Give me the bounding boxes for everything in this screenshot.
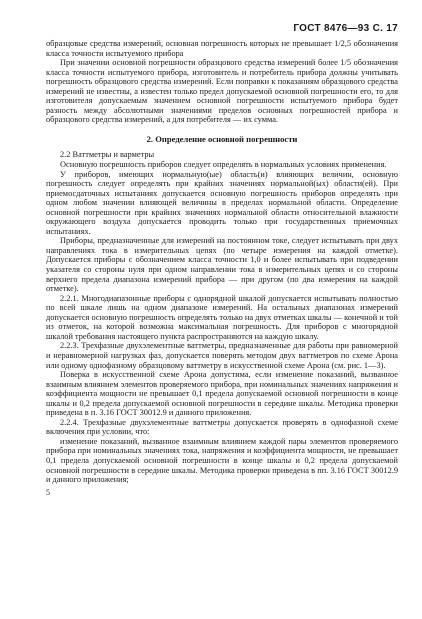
document-page bbox=[46, 23, 398, 497]
subsection-2-2-paragraph-1: Основную погрешность приборов следует определять в нормальных условиях применения. bbox=[60, 160, 387, 170]
paragraph-reference-error: При значении основной погрешности образцового средства измерений более 1/5 обозначения класса точности испытуемого прибора, изготовитель и потребитель прибора должны учитывать погрешность образцового средства измерений. Если поправки к показаниям образцового средства измерений не известны, а известен только предел допускаемой основной погрешности его, то для изготовителя допускаемым значением основной погрешности испытуемого прибора будет разность между абсолютными значениями пределов основных погрешностей прибора и образцового средства измерений, а для потребителя — их сумма. bbox=[46, 58, 398, 125]
subsection-2-2-3: 2.2.3. Трехфазные двухэлементные ваттметры, предназначенные для работы при равномерной и неравномерной нагрузках фаз, допускается поверять методом двух ваттметров по схеме Арона или одному однофазному образцовому ваттметру в искусственной схеме Арона (см. рис. 1—3). bbox=[46, 341, 398, 370]
paragraph-continuation: образцовые средства измерений, основная погрешность которых не превышает 1/2,5 обозначения класса точности испытуемого прибора bbox=[46, 39, 398, 58]
subsection-2-2-heading: 2.2 Ваттметры и варметры bbox=[60, 150, 155, 160]
page-number: С. 17 bbox=[372, 23, 398, 34]
standard-number: ГОСТ 8476—93 bbox=[293, 23, 370, 34]
subsection-2-2-4: 2.2.4. Трехфазные двухэлементные ваттметры допускается проверять в однофазной схеме включения при условии, что: bbox=[46, 417, 398, 437]
subsection-2-2-4-continuation: изменение показаний, вызванное взаимным влиянием каждой пары элементов проверяемого прибора при номинальных значениях тока, напряжения и коэффициента мощности, не превышает 0,1 предела допускаемой основной погрешности в конце шкалы и 0,2 предела допускаемой основной погрешности в середине шкалы. Методика проверки приведена в пп. 3.16 ГОСТ 30012.9 и данного приложения; bbox=[46, 436, 398, 485]
subsection-2-2-3-continuation: Поверка в искусственной схеме Арона допустима, если изменение показаний, вызванное взаимным влиянием элементов проверяемого прибора, при номинальных значениях напряжения и коэффициента мощности не превышает 0,1 предела допускаемой основной погрешности в конце шкалы и 0,2 предела допускаемой основной погрешности в середине шкалы. Методика проверки приведена в п. 3.16 ГОСТ 30012.9 и данного приложения. bbox=[46, 370, 398, 418]
section-title: 2. Определение основной погрешности bbox=[146, 133, 298, 144]
subsection-2-2-paragraph-3: Приборы, предназначенные для измерений на постоянном токе, следует испытывать при двух направлениях тока в измерительных цепях (по четыре измерения на каждой отметке). Допускается приборы с обозначением класса точности 1,0 и более испытывать при подведении указателя со стороны нуля при одном направлении тока в измерительных цепях и со стороны верхнего предела диапазона измерений прибора — при другом (по два измерения на каждой отметке). bbox=[46, 236, 398, 294]
subsection-2-2-paragraph-2: У приборов, имеющих нормальную(ые) область(и) влияющих величин, основную погрешность следует определять при крайних значениях нормальной(ых) области(ей). При приемосдаточных испытаниях допускается основную погрешность приборов определять при одном любом значении влияющей величины в пределах нормальной области. Определение основной погрешности при крайних значениях нормальной области относительной влажности окружающего воздуха допускается проводить только при государственных приемочных испытаниях. bbox=[46, 169, 398, 236]
subsection-2-2-1: 2.2.1. Многодиапазонные приборы с однорядной шкалой допускается испытывать полностью по всей шкале лишь на одном диапазоне измерений. На остальных диапазонах измерений допускается основную погрешность определять только на двух отметках шкалы — конечной и той из отметок, на которой возможна максимальная погрешность. Для приборов с многорядной шкалой требования настоящего пункта распространяются на каждую шкалу. bbox=[46, 293, 398, 341]
page-end-mark: 5 bbox=[46, 487, 50, 497]
page-header bbox=[46, 23, 398, 35]
